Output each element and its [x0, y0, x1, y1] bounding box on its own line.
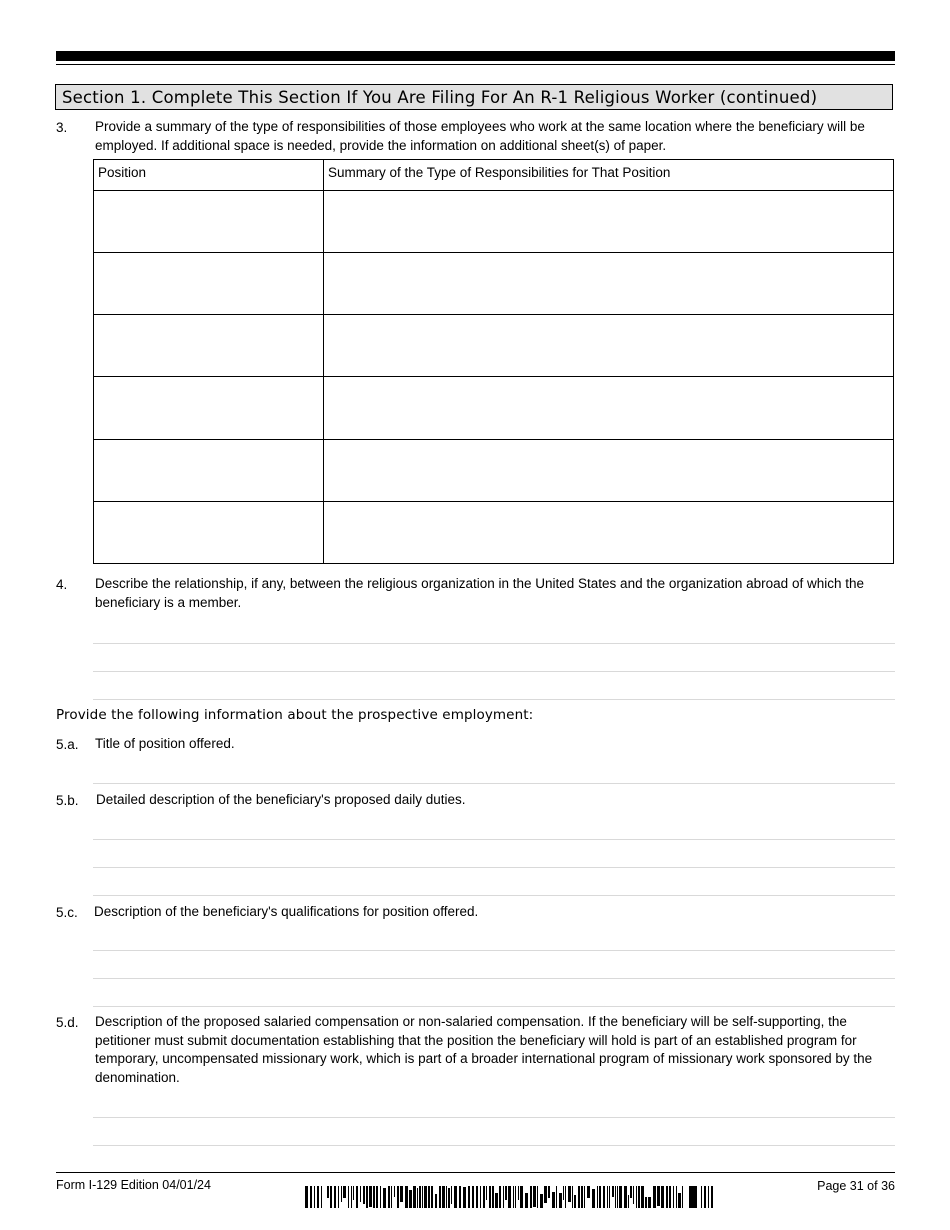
q5b-text: Detailed description of the beneficiary's proposed daily duties.	[96, 792, 466, 807]
section-header	[55, 84, 893, 110]
q5a-number: 5.a.	[56, 737, 79, 752]
q5c-text: Description of the beneficiary's qualifications for position offered.	[94, 904, 479, 919]
position-cell[interactable]	[94, 191, 324, 253]
q5d-number: 5.d.	[56, 1015, 79, 1030]
column-header-summary: Summary of the Type of Responsibilities for That Position	[324, 160, 894, 191]
q4-text: Describe the relationship, if any, between the religious organization in the United States and the organization abroad of which the beneficiary is a member.	[95, 576, 864, 610]
q5c-answer-line[interactable]	[93, 978, 895, 979]
table-row	[94, 315, 894, 377]
column-header-position: Position	[94, 160, 324, 191]
q4-answer-line[interactable]	[93, 699, 895, 700]
page-number: Page 31 of 36	[817, 1179, 895, 1193]
q4-answer-line[interactable]	[93, 671, 895, 672]
table-row	[94, 439, 894, 501]
footer-rule	[56, 1172, 895, 1173]
q4-answer-line[interactable]	[93, 643, 895, 644]
q5a-answer-line[interactable]	[93, 783, 895, 784]
q5c-number: 5.c.	[56, 905, 78, 920]
q5d-text: Description of the proposed salaried compensation or non-salaried compensation. If the beneficiary will be self-supporting, the petitioner must submit documentation establishing that the position the beneficiary will hold is part of an established program for temporary, uncompensated missionary work, which is part of a broader international program of missionary work sponsored by the denomination.	[95, 1014, 873, 1085]
table-row	[94, 191, 894, 253]
barcode-image	[305, 1186, 715, 1208]
q5b-answer-line[interactable]	[93, 867, 895, 868]
position-cell[interactable]	[94, 439, 324, 501]
q5c-answer-line[interactable]	[93, 950, 895, 951]
top-rule-thick	[56, 51, 895, 61]
q4-number: 4.	[56, 577, 68, 592]
summary-cell[interactable]	[324, 315, 894, 377]
q5b-number: 5.b.	[56, 793, 79, 808]
summary-cell[interactable]	[324, 377, 894, 439]
summary-cell[interactable]	[324, 501, 894, 563]
responsibilities-table	[93, 159, 894, 564]
q5b-answer-line[interactable]	[93, 839, 895, 840]
table-row	[94, 377, 894, 439]
q3-number: 3.	[56, 120, 68, 135]
table-row	[94, 501, 894, 563]
top-rule-thin	[56, 64, 895, 65]
table-header-row	[94, 160, 894, 191]
q5a-text: Title of position offered.	[95, 736, 235, 751]
q5d-answer-line[interactable]	[93, 1145, 895, 1146]
q5c-answer-line[interactable]	[93, 1006, 895, 1007]
employment-intro: Provide the following information about the prospective employment:	[56, 707, 534, 723]
summary-cell[interactable]	[324, 253, 894, 315]
section-title: Section 1. Complete This Section If You Are Filing For An R-1 Religious Worker (continued)	[62, 88, 818, 107]
summary-cell[interactable]	[324, 439, 894, 501]
position-cell[interactable]	[94, 377, 324, 439]
position-cell[interactable]	[94, 253, 324, 315]
form-edition: Form I-129 Edition 04/01/24	[56, 1178, 211, 1192]
q3-text: Provide a summary of the type of responsibilities of those employees who work at the same location where the beneficiary will be employed. If additional space is needed, provide the information on additional sheet(s) of paper.	[95, 119, 865, 153]
q5b-answer-line[interactable]	[93, 895, 895, 896]
summary-cell[interactable]	[324, 191, 894, 253]
q5d-answer-line[interactable]	[93, 1117, 895, 1118]
position-cell[interactable]	[94, 501, 324, 563]
position-cell[interactable]	[94, 315, 324, 377]
table-row	[94, 253, 894, 315]
